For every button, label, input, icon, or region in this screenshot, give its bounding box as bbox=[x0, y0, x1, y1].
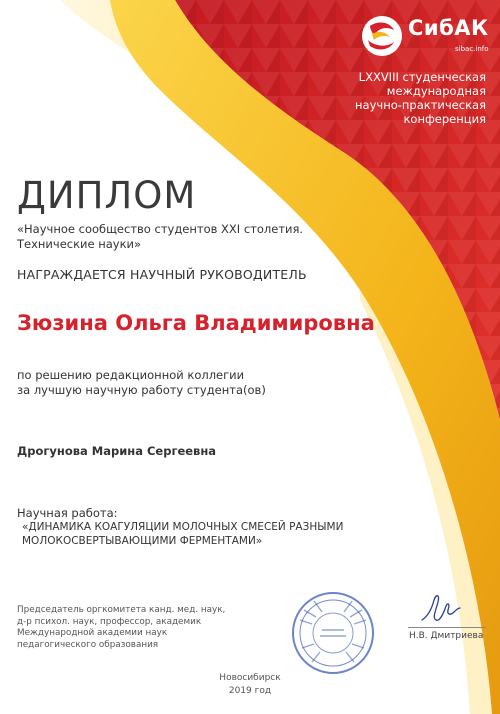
chairman-line: д-р психол. наук, профессор, академик bbox=[17, 616, 202, 627]
signature-icon bbox=[418, 590, 462, 626]
work-title-line: МОЛОКОСВЕРТЫВАЮЩИМИ ФЕРМЕНТАМИ» bbox=[22, 535, 263, 547]
work-title-line: «ДИНАМИКА КОАГУЛЯЦИИ МОЛОЧНЫХ СМЕСЕЙ РАЗНЫМИ bbox=[22, 521, 344, 533]
signer-name: Н.В. Дмитриева bbox=[409, 631, 484, 641]
logo-site: sibac.info bbox=[455, 45, 489, 53]
logo-text: СибАК bbox=[408, 16, 489, 40]
awarded-heading: НАГРАЖДАЕТСЯ НАУЧНЫЙ РУКОВОДИТЕЛЬ bbox=[17, 267, 307, 282]
signature-line bbox=[408, 627, 486, 628]
society-line: Технические науки» bbox=[17, 237, 142, 251]
society-name bbox=[17, 222, 337, 252]
conference-line: научно-практическая bbox=[355, 98, 486, 112]
student-name: Дрогунова Марина Сергеевна bbox=[17, 444, 217, 458]
decision-text bbox=[17, 368, 317, 398]
conference-info bbox=[316, 70, 486, 126]
work-title bbox=[22, 520, 422, 548]
chairman-line: Международной академии наук bbox=[17, 628, 168, 638]
decision-line: за лучшую научную работу студента(ов) bbox=[17, 383, 266, 397]
chairman-title bbox=[17, 605, 267, 651]
diploma-title: ДИПЛОМ bbox=[17, 174, 197, 217]
chairman-line: Председатель оргкомитета канд. мед. наук, bbox=[17, 605, 226, 615]
society-line: «Научное сообщество студентов XXI столетия. bbox=[17, 222, 304, 236]
year: 2019 год bbox=[228, 686, 272, 696]
city: Новосибирск bbox=[219, 673, 281, 683]
city-year bbox=[200, 672, 300, 698]
conference-line: LXXVIII студенческая bbox=[358, 70, 486, 84]
chairman-line: педагогического образования bbox=[17, 639, 159, 650]
work-label: Научная работа: bbox=[17, 506, 118, 520]
stamp-icon bbox=[290, 590, 376, 676]
decision-line: по решению редакционной коллегии bbox=[17, 368, 245, 382]
conference-line: конференция bbox=[403, 112, 486, 126]
conference-line: международная bbox=[386, 84, 486, 98]
recipient-name: Зюзина Ольга Владимировна bbox=[17, 311, 375, 335]
